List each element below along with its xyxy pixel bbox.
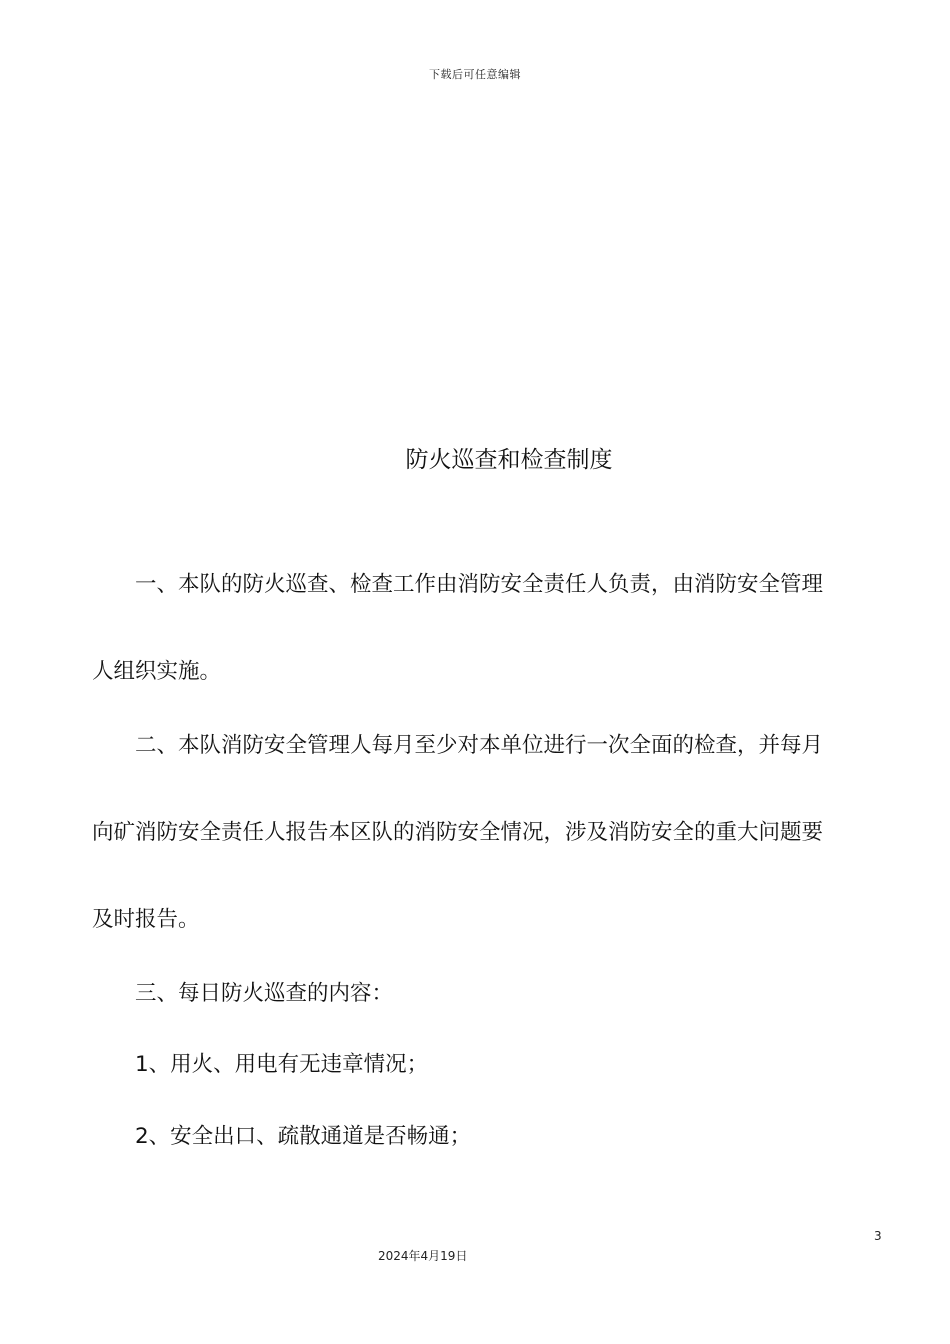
paragraph-line-7: 1、用火、用电有无违章情况； bbox=[92, 1052, 429, 1077]
page-number: 3 bbox=[874, 1229, 882, 1243]
paragraph-line-5: 及时报告。 bbox=[92, 907, 200, 932]
footer-date: 2024年4月19日 bbox=[378, 1249, 468, 1263]
paragraph-line-8: 2、安全出口、疏散通道是否畅通； bbox=[92, 1124, 472, 1149]
paragraph-line-6: 三、每日防火巡查的内容： bbox=[92, 981, 394, 1006]
paragraph-line-3: 二、本队消防安全管理人每月至少对本单位进行一次全面的检查，并每月 bbox=[92, 733, 824, 758]
paragraph-line-2: 人组织实施。 bbox=[92, 659, 222, 684]
paragraph-line-1: 一、本队的防火巡查、检查工作由消防安全责任人负责，由消防安全管理 bbox=[92, 572, 824, 597]
header-note: 下载后可任意编辑 bbox=[429, 68, 521, 81]
paragraph-line-4: 向矿消防安全责任人报告本区队的消防安全情况，涉及消防安全的重大问题要 bbox=[92, 820, 824, 845]
document-title: 防火巡查和检查制度 bbox=[405, 447, 613, 473]
